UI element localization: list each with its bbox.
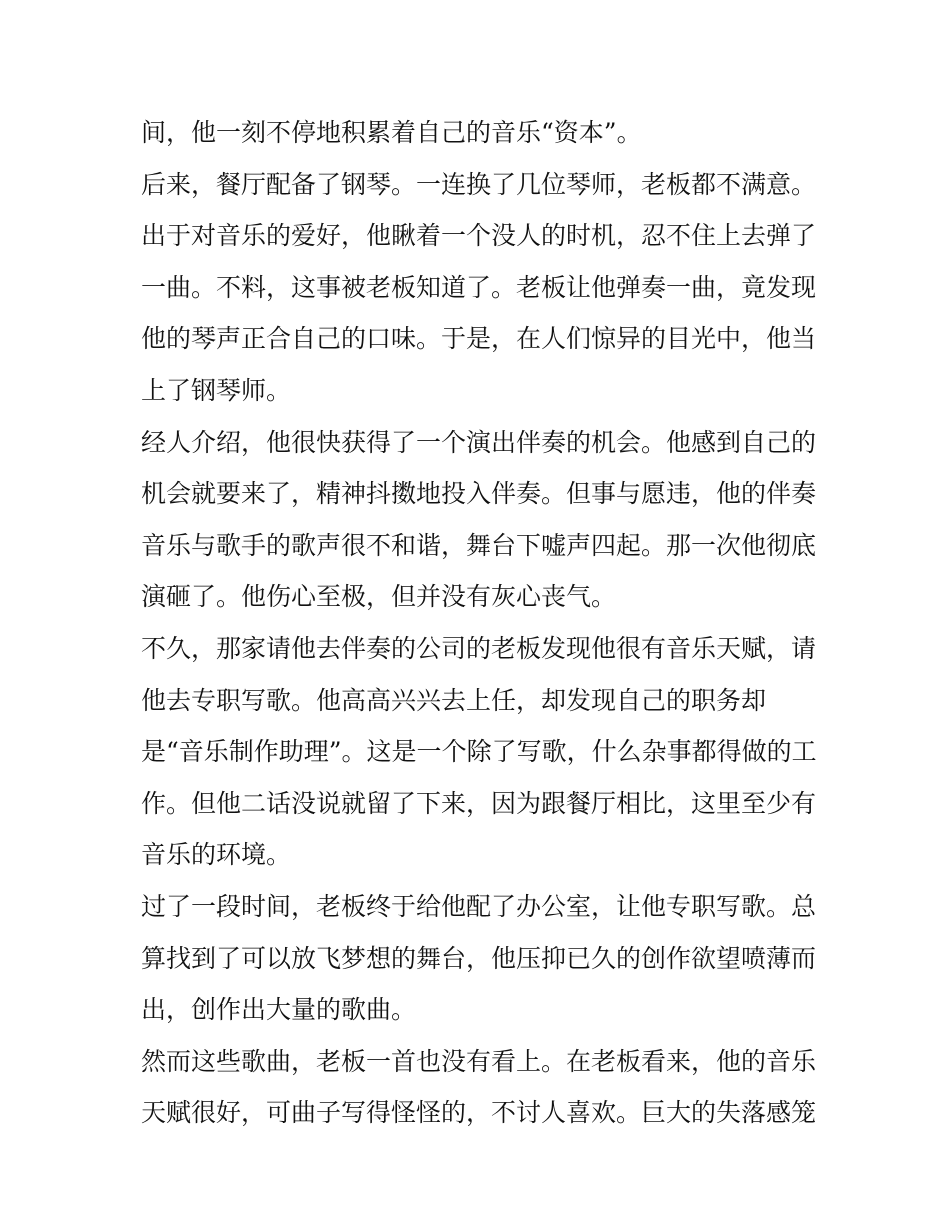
text-line: 天赋很好，可曲子写得怪怪的，不讨人喜欢。巨大的失落感笼	[141, 1098, 817, 1128]
text-line: 音乐的环境。	[141, 840, 292, 870]
document-page	[141, 107, 821, 1139]
text-line: 机会就要来了，精神抖擞地投入伴奏。但事与愿违，他的伴奏	[141, 479, 817, 509]
text-line: 间，他一刻不停地积累着自己的音乐“资本”。	[141, 118, 642, 147]
text-line: 出于对音乐的爱好，他瞅着一个没人的时机，忍不住上去弹了	[141, 221, 817, 251]
text-line: 过了一段时间，老板终于给他配了办公室，让他专职写歌。总	[141, 891, 817, 921]
text-line: 音乐与歌手的歌声很不和谐，舞台下嘘声四起。那一次他彻底	[141, 530, 817, 560]
text-line: 他的琴声正合自己的口味。于是，在人们惊异的目光中，他当	[141, 324, 817, 354]
text-line: 后来，餐厅配备了钢琴。一连换了几位琴师，老板都不满意。	[141, 169, 817, 199]
text-line: 经人介绍，他很快获得了一个演出伴奏的机会。他感到自己的	[141, 427, 817, 457]
text-line: 算找到了可以放飞梦想的舞台，他压抑已久的创作欲望喷薄而	[141, 943, 817, 973]
text-line: 上了钢琴师。	[141, 375, 292, 405]
text-line: 演砸了。他伤心至极，但并没有灰心丧气。	[141, 582, 617, 612]
text-line: 不久，那家请他去伴奏的公司的老板发现他很有音乐天赋，请	[141, 633, 817, 663]
text-line: 是“音乐制作助理”。这是一个除了写歌，什么杂事都得做的工	[141, 737, 817, 767]
text-line: 一曲。不料，这事被老板知道了。老板让他弹奏一曲，竟发现	[141, 272, 817, 302]
text-line: 然而这些歌曲，老板一首也没有看上。在老板看来，他的音乐	[141, 1046, 817, 1076]
text-line: 他去专职写歌。他高高兴兴去上任，却发现自己的职务却	[141, 685, 767, 715]
text-line: 出，创作出大量的歌曲。	[141, 995, 417, 1025]
text-line: 作。但他二话没说就留了下来，因为跟餐厅相比，这里至少有	[141, 788, 817, 818]
